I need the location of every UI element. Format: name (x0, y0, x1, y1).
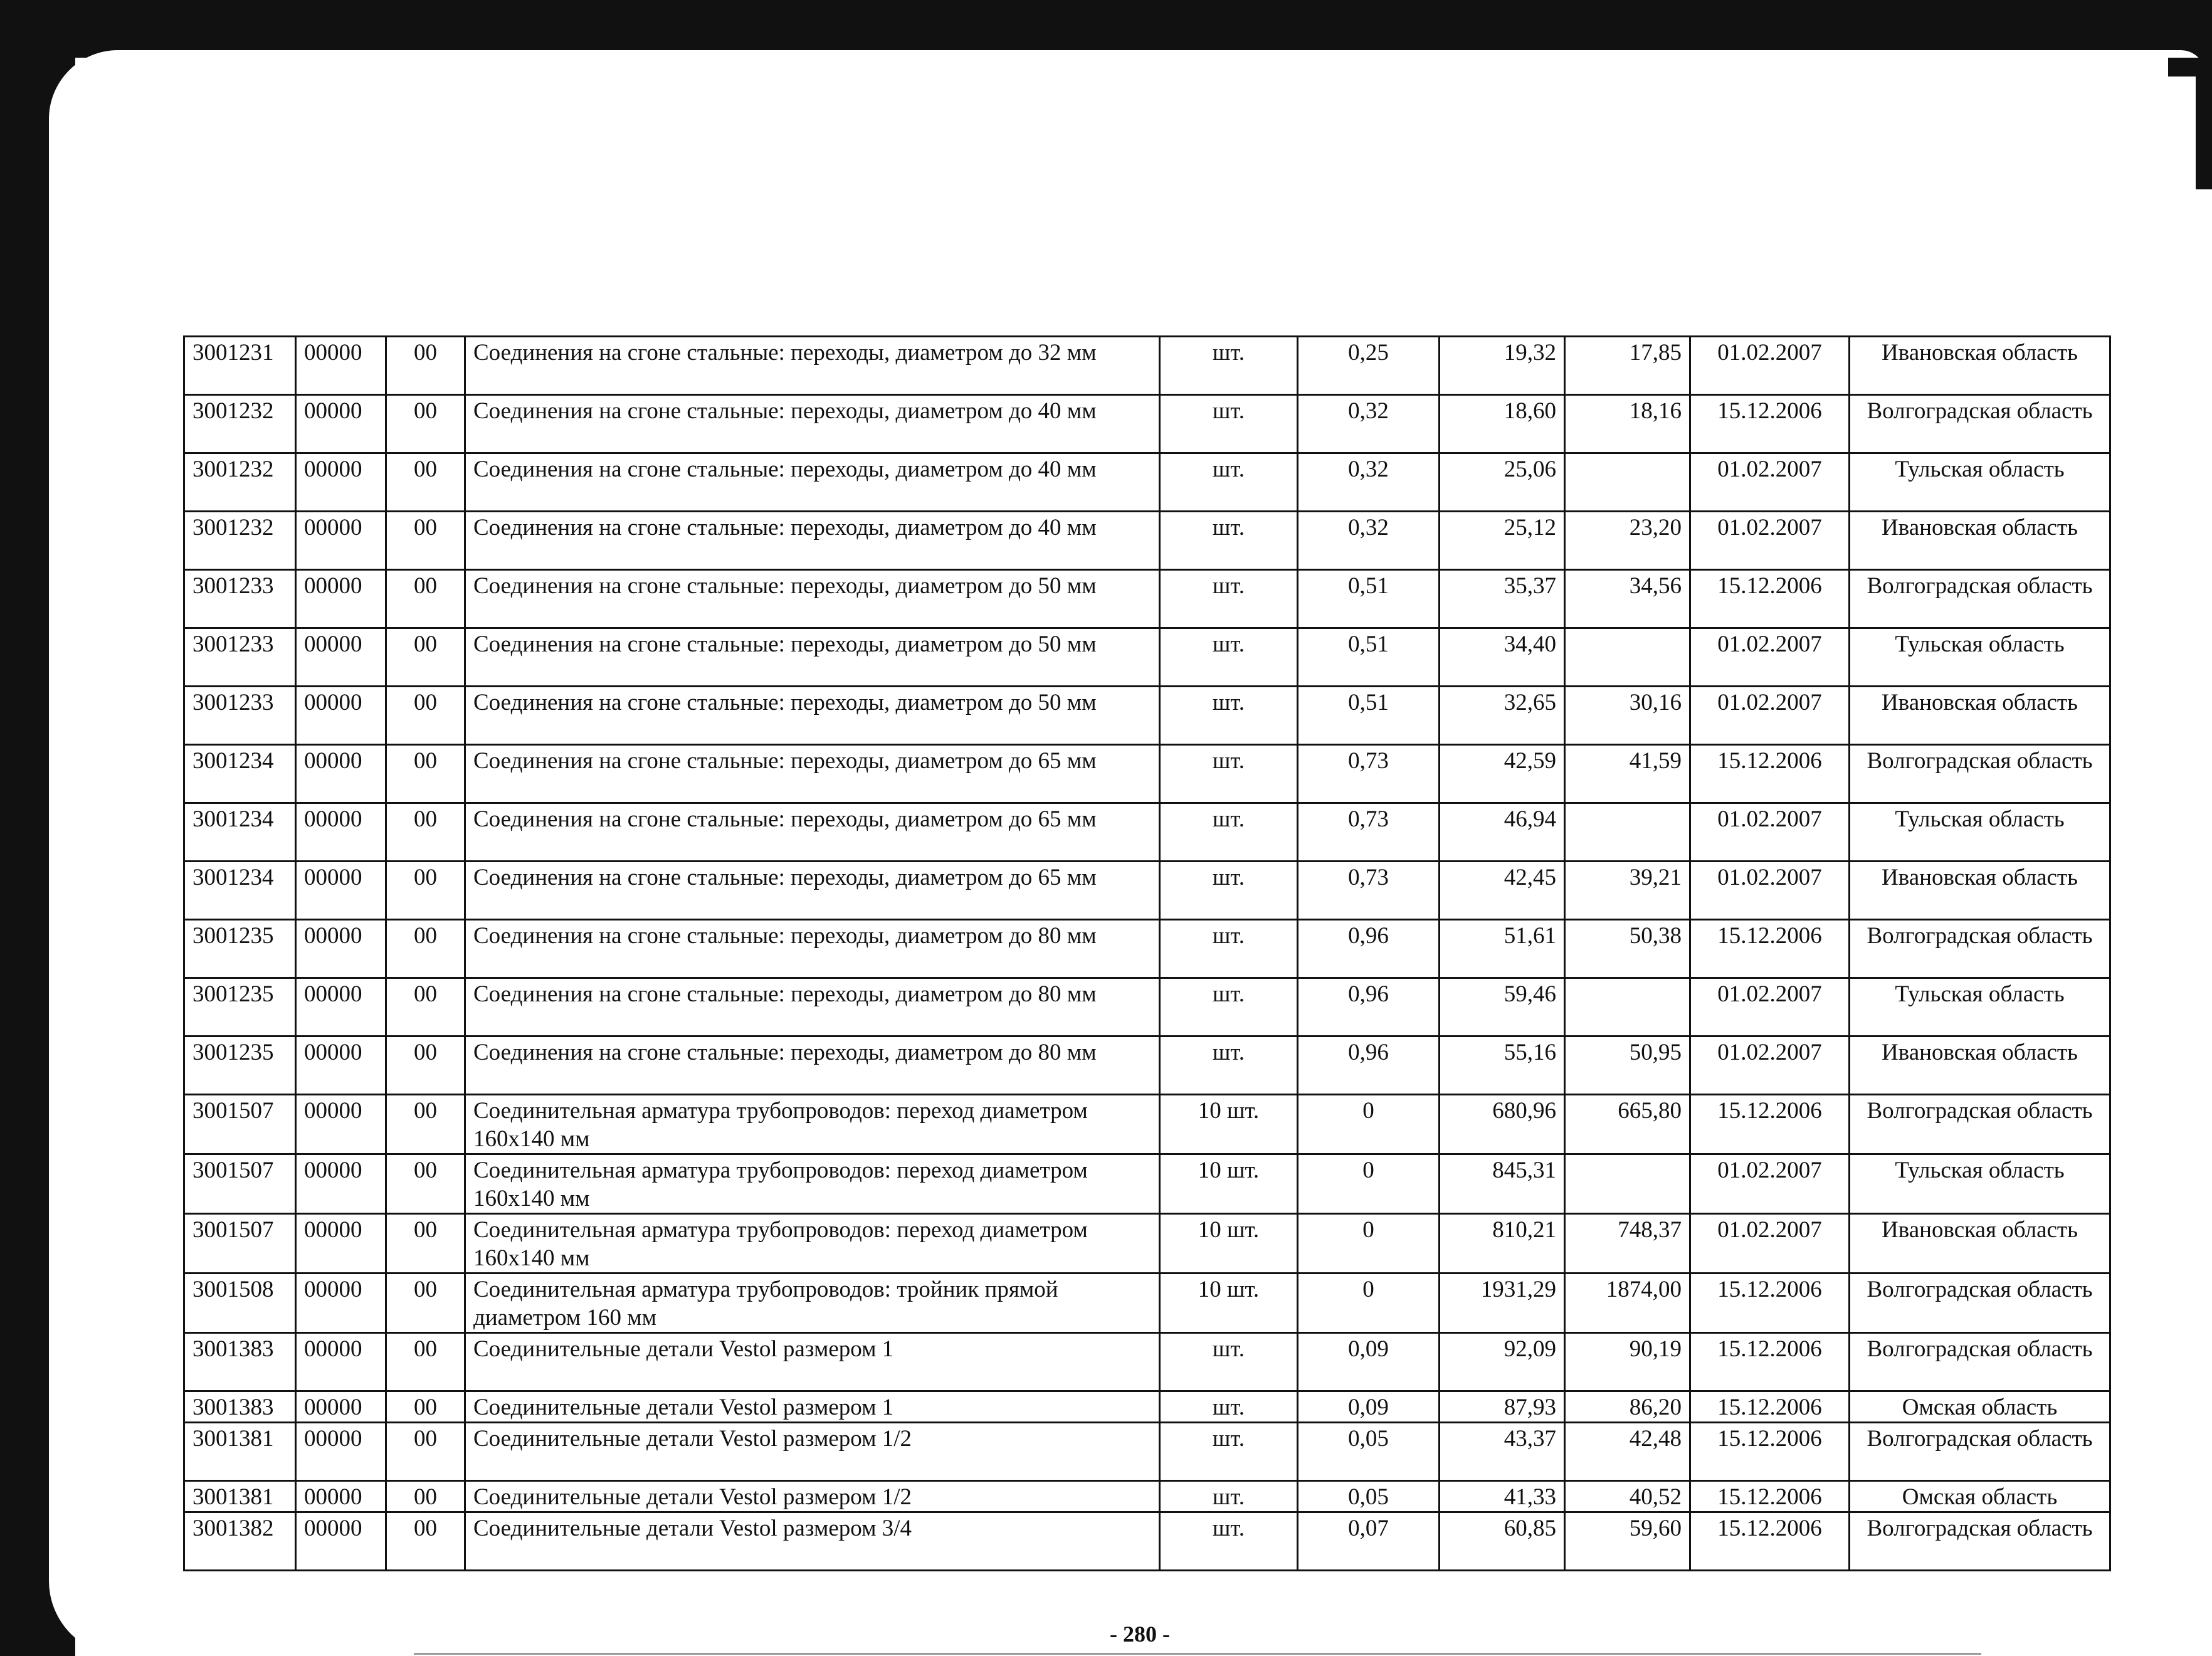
table-row (184, 570, 2110, 628)
table-row (184, 803, 2110, 862)
cell-unit: шт. (1160, 1333, 1298, 1391)
cell-region: Тульская область (1850, 453, 2110, 512)
cell-date: 15.12.2006 (1690, 1423, 1850, 1481)
cell-price-alt: 50,38 (1565, 920, 1690, 978)
cell-description: Соединительные детали Vestol размером 1 (465, 1333, 1160, 1391)
cell-price-alt: 748,37 (1565, 1214, 1690, 1274)
cell-subcode: 00000 (296, 1423, 386, 1481)
cell-price-alt: 86,20 (1565, 1391, 1690, 1423)
cell-code: 3001381 (184, 1423, 296, 1481)
table-row (184, 1095, 2110, 1154)
cell-unit: шт. (1160, 1481, 1298, 1512)
cell-code: 3001233 (184, 687, 296, 745)
cell-subcode: 00000 (296, 1333, 386, 1391)
cell-price: 60,85 (1440, 1512, 1565, 1571)
cell-code: 3001382 (184, 1512, 296, 1571)
cell-unit: 10 шт. (1160, 1095, 1298, 1154)
table-row (184, 1274, 2110, 1333)
cell-description: Соединения на сгоне стальные: переходы, диаметром до 65 мм (465, 745, 1160, 803)
table-row (184, 1333, 2110, 1391)
cell-description: Соединения на сгоне стальные: переходы, диаметром до 50 мм (465, 687, 1160, 745)
cell-unit: шт. (1160, 745, 1298, 803)
cell-description: Соединения на сгоне стальные: переходы, диаметром до 40 мм (465, 512, 1160, 570)
cell-subcode: 00000 (296, 628, 386, 687)
cell-price-alt: 34,56 (1565, 570, 1690, 628)
cell-group: 00 (386, 862, 465, 920)
cell-group: 00 (386, 1423, 465, 1481)
cell-code: 3001234 (184, 745, 296, 803)
cell-unit: шт. (1160, 512, 1298, 570)
cell-code: 3001381 (184, 1481, 296, 1512)
cell-price: 1931,29 (1440, 1274, 1565, 1333)
cell-subcode: 00000 (296, 1391, 386, 1423)
cell-price: 25,06 (1440, 453, 1565, 512)
table-row (184, 978, 2110, 1036)
cell-code: 3001234 (184, 803, 296, 862)
cell-coefficient: 0,73 (1298, 745, 1440, 803)
cell-date: 01.02.2007 (1690, 862, 1850, 920)
cell-description: Соединения на сгоне стальные: переходы, диаметром до 50 мм (465, 628, 1160, 687)
cell-region: Тульская область (1850, 978, 2110, 1036)
cell-unit: 10 шт. (1160, 1154, 1298, 1214)
cell-group: 00 (386, 1095, 465, 1154)
cell-code: 3001507 (184, 1095, 296, 1154)
cell-price-alt: 23,20 (1565, 512, 1690, 570)
table-row (184, 628, 2110, 687)
cell-group: 00 (386, 453, 465, 512)
cell-date: 15.12.2006 (1690, 1095, 1850, 1154)
scan-corner-top-right (2168, 58, 2212, 76)
cell-subcode: 00000 (296, 920, 386, 978)
cell-coefficient: 0,51 (1298, 570, 1440, 628)
cell-region: Волгоградская область (1850, 1512, 2110, 1571)
cell-group: 00 (386, 628, 465, 687)
cell-unit: шт. (1160, 978, 1298, 1036)
cell-price-alt: 30,16 (1565, 687, 1690, 745)
cell-coefficient: 0,73 (1298, 803, 1440, 862)
cell-coefficient: 0,25 (1298, 337, 1440, 395)
cell-description: Соединения на сгоне стальные: переходы, диаметром до 40 мм (465, 395, 1160, 453)
cell-group: 00 (386, 1036, 465, 1095)
table-row (184, 1391, 2110, 1423)
cell-date: 15.12.2006 (1690, 1333, 1850, 1391)
cell-date: 01.02.2007 (1690, 803, 1850, 862)
cell-region: Волгоградская область (1850, 1095, 2110, 1154)
cell-region: Омская область (1850, 1391, 2110, 1423)
cell-price: 59,46 (1440, 978, 1565, 1036)
cell-description: Соединения на сгоне стальные: переходы, диаметром до 65 мм (465, 862, 1160, 920)
cell-price: 55,16 (1440, 1036, 1565, 1095)
footer-rule (414, 1653, 1981, 1655)
cell-description: Соединения на сгоне стальные: переходы, диаметром до 65 мм (465, 803, 1160, 862)
scan-border-right (2196, 58, 2212, 189)
cell-description: Соединения на сгоне стальные: переходы, диаметром до 50 мм (465, 570, 1160, 628)
cell-subcode: 00000 (296, 978, 386, 1036)
cell-description: Соединительная арматура трубопроводов: тройник прямой диаметром 160 мм (465, 1274, 1160, 1333)
cell-date: 15.12.2006 (1690, 920, 1850, 978)
cell-code: 3001383 (184, 1333, 296, 1391)
cell-group: 00 (386, 512, 465, 570)
cell-date: 15.12.2006 (1690, 570, 1850, 628)
cell-subcode: 00000 (296, 1481, 386, 1512)
cell-subcode: 00000 (296, 570, 386, 628)
cell-region: Волгоградская область (1850, 1423, 2110, 1481)
cell-coefficient: 0 (1298, 1214, 1440, 1274)
cell-unit: шт. (1160, 1391, 1298, 1423)
table-row (184, 395, 2110, 453)
cell-unit: шт. (1160, 570, 1298, 628)
cell-subcode: 00000 (296, 512, 386, 570)
cell-date: 01.02.2007 (1690, 687, 1850, 745)
cell-subcode: 00000 (296, 1036, 386, 1095)
cell-region: Ивановская область (1850, 337, 2110, 395)
cell-group: 00 (386, 920, 465, 978)
cell-price-alt (1565, 803, 1690, 862)
table-row (184, 337, 2110, 395)
cell-price: 92,09 (1440, 1333, 1565, 1391)
cell-price: 87,93 (1440, 1391, 1565, 1423)
cell-date: 01.02.2007 (1690, 978, 1850, 1036)
cell-group: 00 (386, 337, 465, 395)
cell-code: 3001507 (184, 1214, 296, 1274)
cell-code: 3001232 (184, 395, 296, 453)
cell-unit: шт. (1160, 337, 1298, 395)
cell-group: 00 (386, 395, 465, 453)
cell-subcode: 00000 (296, 862, 386, 920)
cell-subcode: 00000 (296, 1095, 386, 1154)
cell-region: Волгоградская область (1850, 1274, 2110, 1333)
cell-price: 42,45 (1440, 862, 1565, 920)
cell-price: 25,12 (1440, 512, 1565, 570)
cell-subcode: 00000 (296, 453, 386, 512)
cell-coefficient: 0,96 (1298, 1036, 1440, 1095)
cell-coefficient: 0,32 (1298, 512, 1440, 570)
table-row (184, 1423, 2110, 1481)
cell-code: 3001235 (184, 920, 296, 978)
cell-group: 00 (386, 1481, 465, 1512)
cell-code: 3001235 (184, 1036, 296, 1095)
cell-group: 00 (386, 1154, 465, 1214)
cell-subcode: 00000 (296, 803, 386, 862)
cell-price: 51,61 (1440, 920, 1565, 978)
cell-price: 35,37 (1440, 570, 1565, 628)
cell-unit: 10 шт. (1160, 1214, 1298, 1274)
table-row (184, 745, 2110, 803)
cell-price-alt: 50,95 (1565, 1036, 1690, 1095)
cell-unit: шт. (1160, 453, 1298, 512)
cell-price-alt (1565, 978, 1690, 1036)
cell-date: 15.12.2006 (1690, 745, 1850, 803)
table-row (184, 1481, 2110, 1512)
price-table (183, 335, 2111, 1571)
table-row (184, 920, 2110, 978)
cell-price-alt (1565, 453, 1690, 512)
cell-region: Волгоградская область (1850, 570, 2110, 628)
cell-group: 00 (386, 1214, 465, 1274)
cell-code: 3001234 (184, 862, 296, 920)
cell-unit: шт. (1160, 628, 1298, 687)
cell-region: Тульская область (1850, 628, 2110, 687)
cell-description: Соединения на сгоне стальные: переходы, диаметром до 40 мм (465, 453, 1160, 512)
cell-coefficient: 0,51 (1298, 687, 1440, 745)
cell-price-alt: 40,52 (1565, 1481, 1690, 1512)
cell-subcode: 00000 (296, 745, 386, 803)
table-row (184, 1214, 2110, 1274)
cell-date: 15.12.2006 (1690, 395, 1850, 453)
cell-subcode: 00000 (296, 687, 386, 745)
cell-date: 01.02.2007 (1690, 453, 1850, 512)
cell-unit: шт. (1160, 920, 1298, 978)
table-row (184, 512, 2110, 570)
cell-date: 01.02.2007 (1690, 628, 1850, 687)
cell-group: 00 (386, 570, 465, 628)
cell-date: 15.12.2006 (1690, 1481, 1850, 1512)
cell-coefficient: 0,07 (1298, 1512, 1440, 1571)
scan-border-top (0, 0, 2212, 58)
cell-price: 810,21 (1440, 1214, 1565, 1274)
cell-price-alt: 17,85 (1565, 337, 1690, 395)
cell-region: Тульская область (1850, 803, 2110, 862)
cell-subcode: 00000 (296, 395, 386, 453)
cell-region: Волгоградская область (1850, 920, 2110, 978)
cell-date: 01.02.2007 (1690, 1154, 1850, 1214)
table-row (184, 1154, 2110, 1214)
table-row (184, 1036, 2110, 1095)
cell-price: 46,94 (1440, 803, 1565, 862)
cell-coefficient: 0,96 (1298, 978, 1440, 1036)
cell-description: Соединительная арматура трубопроводов: переход диаметром 160х140 мм (465, 1214, 1160, 1274)
cell-region: Волгоградская область (1850, 1333, 2110, 1391)
cell-price: 32,65 (1440, 687, 1565, 745)
cell-coefficient: 0 (1298, 1095, 1440, 1154)
cell-price-alt: 41,59 (1565, 745, 1690, 803)
cell-description: Соединительные детали Vestol размером 3/4 (465, 1512, 1160, 1571)
cell-coefficient: 0,09 (1298, 1333, 1440, 1391)
cell-price-alt (1565, 1154, 1690, 1214)
cell-description: Соединительная арматура трубопроводов: переход диаметром 160х140 мм (465, 1095, 1160, 1154)
cell-price-alt: 1874,00 (1565, 1274, 1690, 1333)
cell-description: Соединительные детали Vestol размером 1/2 (465, 1423, 1160, 1481)
cell-price-alt: 42,48 (1565, 1423, 1690, 1481)
cell-code: 3001235 (184, 978, 296, 1036)
cell-region: Ивановская область (1850, 687, 2110, 745)
cell-price: 18,60 (1440, 395, 1565, 453)
page-number: - 280 - (1110, 1622, 1170, 1647)
cell-price: 42,59 (1440, 745, 1565, 803)
cell-unit: шт. (1160, 862, 1298, 920)
cell-region: Тульская область (1850, 1154, 2110, 1214)
cell-price-alt: 665,80 (1565, 1095, 1690, 1154)
cell-group: 00 (386, 1274, 465, 1333)
cell-coefficient: 0,32 (1298, 453, 1440, 512)
cell-price: 34,40 (1440, 628, 1565, 687)
table-row (184, 862, 2110, 920)
cell-code: 3001383 (184, 1391, 296, 1423)
cell-coefficient: 0,51 (1298, 628, 1440, 687)
cell-date: 15.12.2006 (1690, 1274, 1850, 1333)
cell-price: 43,37 (1440, 1423, 1565, 1481)
cell-price: 680,96 (1440, 1095, 1565, 1154)
cell-subcode: 00000 (296, 1154, 386, 1214)
cell-region: Ивановская область (1850, 512, 2110, 570)
cell-price-alt: 59,60 (1565, 1512, 1690, 1571)
cell-coefficient: 0,05 (1298, 1481, 1440, 1512)
cell-group: 00 (386, 745, 465, 803)
cell-coefficient: 0 (1298, 1274, 1440, 1333)
cell-coefficient: 0,73 (1298, 862, 1440, 920)
cell-code: 3001233 (184, 628, 296, 687)
cell-price: 41,33 (1440, 1481, 1565, 1512)
cell-code: 3001232 (184, 512, 296, 570)
cell-coefficient: 0,09 (1298, 1391, 1440, 1423)
cell-region: Омская область (1850, 1481, 2110, 1512)
cell-price-alt: 18,16 (1565, 395, 1690, 453)
cell-group: 00 (386, 1333, 465, 1391)
cell-subcode: 00000 (296, 1512, 386, 1571)
cell-description: Соединительная арматура трубопроводов: переход диаметром 160х140 мм (465, 1154, 1160, 1214)
cell-unit: 10 шт. (1160, 1274, 1298, 1333)
cell-date: 15.12.2006 (1690, 1512, 1850, 1571)
cell-code: 3001231 (184, 337, 296, 395)
table-row (184, 453, 2110, 512)
cell-price-alt (1565, 628, 1690, 687)
cell-date: 01.02.2007 (1690, 1214, 1850, 1274)
cell-unit: шт. (1160, 1036, 1298, 1095)
cell-subcode: 00000 (296, 1214, 386, 1274)
table-row (184, 1512, 2110, 1571)
cell-region: Ивановская область (1850, 862, 2110, 920)
cell-date: 01.02.2007 (1690, 1036, 1850, 1095)
cell-description: Соединения на сгоне стальные: переходы, диаметром до 80 мм (465, 1036, 1160, 1095)
cell-coefficient: 0,32 (1298, 395, 1440, 453)
cell-region: Ивановская область (1850, 1214, 2110, 1274)
cell-unit: шт. (1160, 687, 1298, 745)
cell-subcode: 00000 (296, 337, 386, 395)
cell-price: 19,32 (1440, 337, 1565, 395)
cell-description: Соединения на сгоне стальные: переходы, диаметром до 32 мм (465, 337, 1160, 395)
cell-price-alt: 39,21 (1565, 862, 1690, 920)
cell-coefficient: 0,05 (1298, 1423, 1440, 1481)
table-row (184, 687, 2110, 745)
cell-subcode: 00000 (296, 1274, 386, 1333)
cell-region: Волгоградская область (1850, 395, 2110, 453)
cell-coefficient: 0 (1298, 1154, 1440, 1214)
cell-group: 00 (386, 1391, 465, 1423)
cell-price: 845,31 (1440, 1154, 1565, 1214)
cell-region: Волгоградская область (1850, 745, 2110, 803)
cell-code: 3001507 (184, 1154, 296, 1214)
cell-coefficient: 0,96 (1298, 920, 1440, 978)
cell-group: 00 (386, 978, 465, 1036)
cell-description: Соединительные детали Vestol размером 1/2 (465, 1481, 1160, 1512)
cell-description: Соединения на сгоне стальные: переходы, диаметром до 80 мм (465, 920, 1160, 978)
cell-price-alt: 90,19 (1565, 1333, 1690, 1391)
cell-date: 01.02.2007 (1690, 512, 1850, 570)
cell-description: Соединения на сгоне стальные: переходы, диаметром до 80 мм (465, 978, 1160, 1036)
cell-group: 00 (386, 1512, 465, 1571)
cell-region: Ивановская область (1850, 1036, 2110, 1095)
cell-code: 3001232 (184, 453, 296, 512)
cell-date: 15.12.2006 (1690, 1391, 1850, 1423)
cell-group: 00 (386, 803, 465, 862)
cell-group: 00 (386, 687, 465, 745)
cell-unit: шт. (1160, 1512, 1298, 1571)
cell-date: 01.02.2007 (1690, 337, 1850, 395)
cell-code: 3001508 (184, 1274, 296, 1333)
table-body (184, 337, 2110, 1571)
cell-unit: шт. (1160, 803, 1298, 862)
cell-description: Соединительные детали Vestol размером 1 (465, 1391, 1160, 1423)
cell-unit: шт. (1160, 1423, 1298, 1481)
cell-unit: шт. (1160, 395, 1298, 453)
cell-code: 3001233 (184, 570, 296, 628)
